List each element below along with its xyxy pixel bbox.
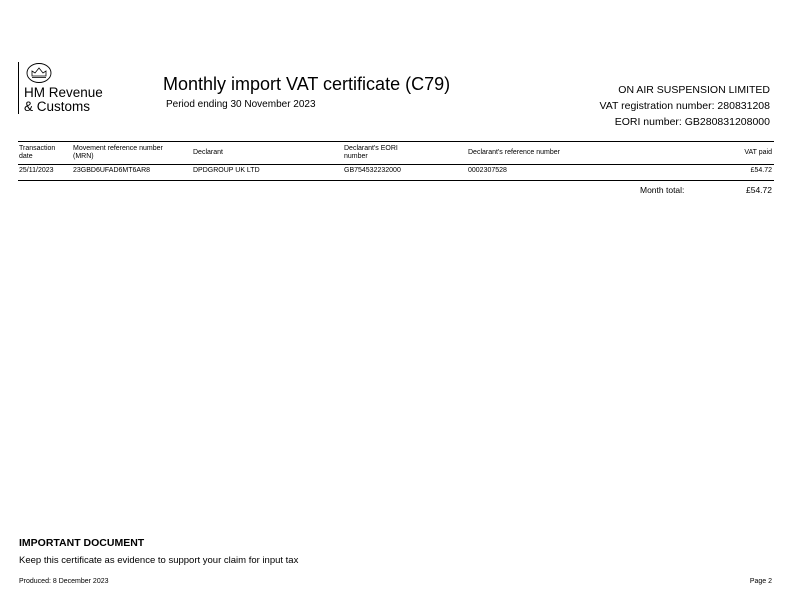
company-block xyxy=(600,82,770,130)
cell-declarant: DPDGROUP UK LTD xyxy=(193,167,260,174)
month-total-label: Month total: xyxy=(640,185,685,195)
header-declarant-eori-line2: number xyxy=(344,153,368,160)
header-transaction-date-line1: Transaction xyxy=(19,145,56,152)
org-name xyxy=(24,86,103,114)
header-mrn xyxy=(73,145,163,161)
header-mrn-line2: (MRN) xyxy=(73,153,94,160)
cell-declarant-eori: GB754532232000 xyxy=(344,167,401,174)
logo-divider xyxy=(18,62,19,114)
table-header-rule xyxy=(18,164,774,165)
period-ending: Period ending 30 November 2023 xyxy=(166,99,316,110)
cell-mrn: 23GBD6UFAD6MT6AR8 xyxy=(73,167,151,174)
table-bottom-rule xyxy=(18,180,774,181)
evidence-notice: Keep this certificate as evidence to support your claim for input tax xyxy=(19,555,299,566)
header-mrn-line1: Movement reference number xyxy=(73,145,163,152)
cell-date: 25/11/2023 xyxy=(19,167,54,174)
document-title: Monthly import VAT certificate (C79) xyxy=(163,74,451,94)
company-name: ON AIR SUSPENSION LIMITED xyxy=(618,84,770,96)
header-transaction-date-line2: date xyxy=(19,153,33,160)
org-name-line2: & Customs xyxy=(24,99,91,114)
header-declarant-reference: Declarant's reference number xyxy=(468,149,560,156)
org-name-line1: HM Revenue xyxy=(24,85,103,100)
crown-crest-icon xyxy=(25,62,53,84)
produced-date: Produced: 8 December 2023 xyxy=(19,578,109,585)
cell-vat-paid: £54.72 xyxy=(750,167,772,174)
vat-registration-number: VAT registration number: 280831208 xyxy=(599,100,770,112)
table-top-rule xyxy=(18,141,774,142)
header-declarant-eori xyxy=(344,145,398,161)
important-document-heading: IMPORTANT DOCUMENT xyxy=(19,537,145,549)
header-declarant-eori-line1: Declarant's EORI xyxy=(344,145,398,152)
cell-reference: 0002307528 xyxy=(468,167,507,174)
month-total-value: £54.72 xyxy=(746,185,772,195)
header-declarant: Declarant xyxy=(193,149,223,156)
header-vat-paid: VAT paid xyxy=(744,149,772,156)
header-transaction-date xyxy=(19,145,55,161)
eori-number: EORI number: GB280831208000 xyxy=(614,116,770,128)
page-number: Page 2 xyxy=(749,578,772,585)
